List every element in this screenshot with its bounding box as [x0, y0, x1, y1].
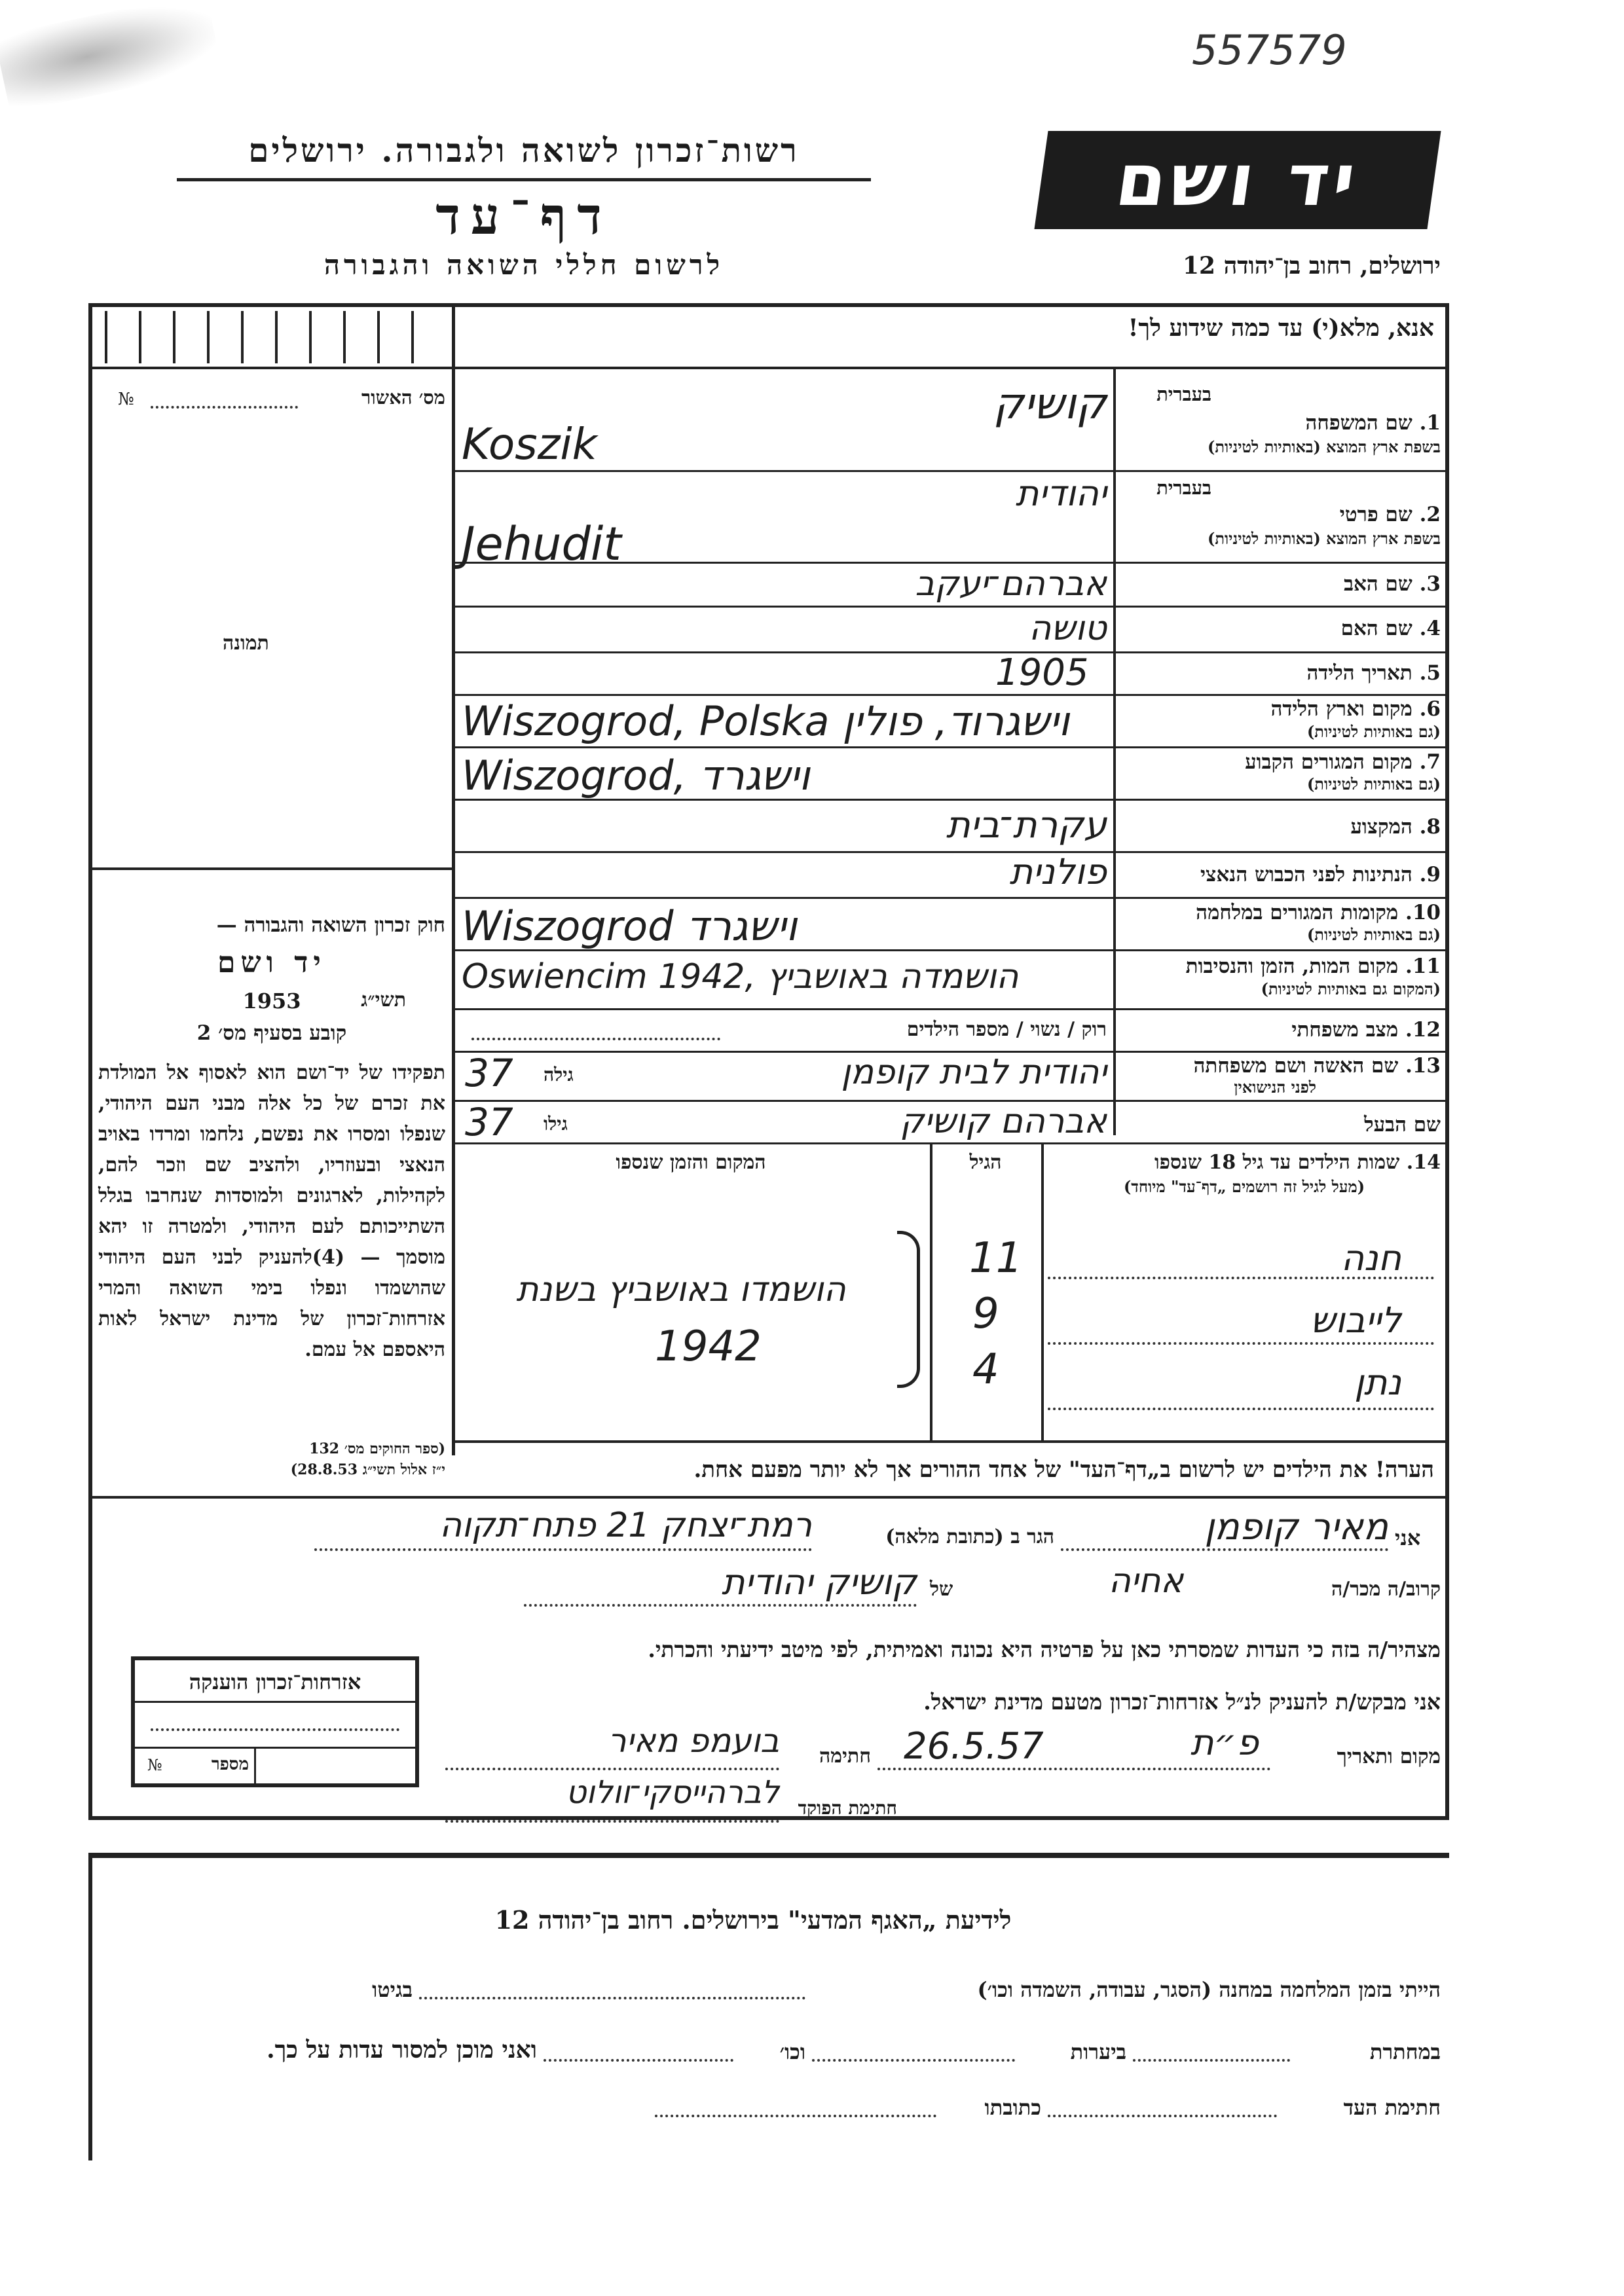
date-value: 26.5.57 — [904, 1725, 1044, 1768]
citizenship-title: אזרחות־זכרון הוענקה — [189, 1669, 361, 1694]
field-13-sub: לפני הנישואין — [1234, 1078, 1316, 1097]
field-5-label: 5. תאריך הלידה — [1306, 661, 1441, 685]
signature-value: בועמפ מאיר — [608, 1722, 779, 1760]
form-subtitle: לרשום חללי השואה והגבורה — [323, 249, 724, 281]
bottom-line-3b: כתובתו — [984, 2095, 1041, 2120]
approval-no-symbol: № — [118, 390, 134, 409]
law-clause: קובע בסעיף מס׳ 2 — [196, 1021, 347, 1045]
children-bracket — [897, 1231, 920, 1388]
child-3-age: 4 — [972, 1345, 999, 1394]
field-3-value: אברהם־יעקב — [915, 564, 1107, 604]
declaration-of-value: קושיק יהודית — [722, 1561, 917, 1603]
citizenship-number-label: מספר — [211, 1755, 249, 1774]
archive-number: 557579 — [1192, 26, 1347, 74]
field-1-hebrew-value: קושיק — [993, 378, 1107, 429]
field-1-latin-value: Koszik — [462, 419, 597, 469]
husband-name-value: אברהם קושיק — [900, 1102, 1107, 1141]
bottom-line-1b: בגיטו — [372, 1977, 413, 2002]
field-2-latin-value: Jehudit — [462, 517, 621, 571]
place-value: פ״ת — [1190, 1722, 1259, 1763]
children-age-header: הגיל — [969, 1151, 1002, 1174]
signature-label: חתימה — [819, 1745, 871, 1768]
husband-age: 37 — [465, 1100, 513, 1144]
bottom-rule — [88, 1853, 1449, 1858]
tick-boxes — [105, 311, 445, 363]
field-10-value: Wiszogrod וישגרד — [462, 902, 798, 950]
field-11-label: 11. מקום המות, הזמן והנסיבות — [1185, 955, 1441, 978]
child-1-age: 11 — [969, 1234, 1023, 1283]
field-9-value: פולנית — [1009, 851, 1107, 892]
field-12-label: 12. מצב משפחתי — [1291, 1018, 1441, 1042]
official-signature-value: לברהייסקי־וולוט — [566, 1774, 779, 1811]
logo-text: יד ושם — [1111, 138, 1365, 222]
bottom-line-3a: חתימת העד — [1343, 2095, 1441, 2120]
law-reference-2: י״ז אלול תשי״ג 28.8.53) — [290, 1461, 445, 1478]
bottom-line-2a: במחתרת — [1369, 2039, 1441, 2064]
field-6-label: 6. מקום וארץ הלידה — [1270, 697, 1441, 721]
field-10-sub: (גם באותיות לטיניות) — [1306, 925, 1441, 944]
field-8-label: 8. המקצוע — [1350, 815, 1441, 839]
law-year: 1953 — [242, 989, 301, 1013]
children-label: 14. שמות הילדים עד גיל 18 שנספו — [1154, 1151, 1441, 1174]
child-2-name: לייבוש — [1310, 1300, 1401, 1341]
field-11-sub: (המקום גם באותיות לטיניות) — [1261, 979, 1441, 998]
law-name: יד ושם — [217, 946, 326, 979]
field-3-label: 3. שם האב — [1344, 572, 1441, 596]
field-2-label: 2. שם פרטי — [1339, 503, 1441, 526]
law-hebrew-year: תשי״ג — [361, 989, 406, 1011]
children-sub: (מעל לגיל זה רושמים „דף־עד" מיוחד) — [1123, 1177, 1365, 1196]
field-6-sub: (גם באותיות לטיניות) — [1306, 722, 1441, 741]
child-1-name: חנה — [1340, 1237, 1401, 1279]
husband-age-label: גילו — [544, 1113, 568, 1135]
approval-number-label: מס׳ האשור — [361, 386, 445, 409]
header-address: ירושלים, רחוב בן־יהודה 12 — [1182, 252, 1441, 280]
field-1-label: 1. שם המשפחה — [1305, 411, 1441, 435]
bottom-left-border — [88, 1853, 92, 2160]
declaration-relation-value: אחיה — [1108, 1561, 1184, 1601]
declaration-i-value: מאיר קופמן — [1204, 1506, 1388, 1548]
field-12-value: רוק / נשוי / מספר הילדים — [906, 1018, 1107, 1041]
field-7-sub: (גם באותיות לטיניות) — [1306, 774, 1441, 793]
field-13-age: 37 — [465, 1051, 513, 1095]
declaration-statement-2: אני מבקש/ת להעניק לנ״ל אזרחות־זכרון מטעם מדינת ישראל. — [923, 1689, 1441, 1715]
field-1-sub: בשפת ארץ המוצא (באותיות לטיניות) — [1208, 437, 1441, 456]
declaration-statement-1: מצהיר/ה בזה כי העדות שמסרתי כאן על פרטיה היא נכונה ואמיתית, לפי מיטב ידיעתי והכרתי. — [648, 1637, 1441, 1662]
field-13-age-label: גילה — [544, 1064, 574, 1085]
institution-title: רשות־זכרון לשואה ולגבורה. ירושלים — [248, 131, 800, 170]
field-7-label: 7. מקום המגורים הקבוע — [1245, 750, 1441, 774]
official-signature-label: חתימת הפוקד — [798, 1797, 897, 1819]
children-place-line-1: הושמדו באושביץ בשנת — [516, 1270, 846, 1309]
field-5-value: 1905 — [995, 651, 1089, 694]
child-2-age: 9 — [972, 1290, 999, 1338]
field-2-hebrew-value: יהודית — [1015, 473, 1107, 514]
field-1-heb-label: בעברית — [1156, 383, 1211, 405]
field-13-value: יהודית לבית קופמן — [841, 1053, 1107, 1092]
declaration-of-label: של — [930, 1578, 953, 1601]
form-title: דף־עד — [435, 187, 612, 246]
law-body: תפקידו של יד־ושם הוא לאסוף אל המולדת את זכרם של כל אלה מבני העם היהודי, שנפלו ומסרו את נפשם, נלחמו ומרדו באויב הנאצי ובעוזריו, ולהציב שם וזכר להם, לקהילות, לארגונים ולמוסדות שנחרבו בגלל השתייכותם לעם היהודי, ולמטרה זו יהא מוסמך — (4)להעניק לבני העם היהודי שהושמדו ונפלו בימי השואה והמרי אזרחות־זכרון של מדינת ישראל לאות היאספם אל עמם. — [98, 1061, 445, 1361]
field-11-value: Oswiencim 1942, הושמדה באושביץ — [462, 957, 1019, 996]
field-7-value: Wiszogrod, וישגרד — [462, 752, 810, 799]
field-10-label: 10. מקומות המגורים במלחמה — [1196, 901, 1441, 924]
photo-label: תמונה — [223, 632, 269, 655]
bottom-line-1a: הייתי בזמן המלחמה במחנה (הסגר, עבודה, השמדה וכו׳) — [977, 1977, 1441, 2002]
field-4-label: 4. שם האם — [1340, 617, 1441, 640]
field-8-value: עקרת־בית — [946, 804, 1107, 847]
field-6-value: Wiszogrod, Polska וישגרוד, פולין — [462, 697, 1070, 745]
field-9-label: 9. הנתינות לפני הכבוש הנאצי — [1200, 863, 1441, 886]
law-title: חוק זכרון השואה והגבורה — — [216, 913, 445, 937]
declaration-i-label: אני — [1395, 1525, 1421, 1550]
instruction-text: אנא, מלא(י) עד כמה שידוע לך! — [1128, 314, 1434, 342]
bottom-line-2b: ביערות — [1070, 2039, 1126, 2064]
children-place-header: המקום והזמן שנספו — [616, 1151, 766, 1174]
header-rule — [177, 178, 871, 181]
declaration-address-value: רמת־יצחק 21 פתח־תקוה — [439, 1506, 812, 1545]
scan-smudge — [0, 0, 222, 113]
children-note: הערה! את הילדים יש לרשום ב„דף־העד" של אחד ההורים אך לא יותר מפעם אחת. — [693, 1457, 1434, 1483]
bottom-line-2d: ואני מוכן למסור עדות על כך. — [267, 2036, 537, 2064]
husband-name-label: שם הבעל — [1364, 1113, 1441, 1137]
field-2-heb-label: בעברית — [1156, 477, 1211, 499]
bottom-line-2c: וכו׳ — [779, 2039, 805, 2064]
field-4-value: טושה — [1029, 609, 1107, 648]
field-2-sub: בשפת ארץ המוצא (באותיות לטיניות) — [1208, 529, 1441, 548]
children-place-line-2: 1942 — [655, 1322, 762, 1371]
bottom-title: לידיעת „האגף המדעי" בירושלים. רחוב בן־יהודה 12 — [494, 1905, 1012, 1935]
place-date-label: מקום ותאריך — [1337, 1745, 1441, 1768]
yad-vashem-logo — [1034, 131, 1441, 229]
declaration-relative-label: קרוב/ה מכר/ה — [1331, 1578, 1441, 1601]
law-reference-1: (ספר החוקים מס׳ 132 — [309, 1440, 445, 1457]
declaration-resides-label: הגר ב (כתובת מלאה) — [885, 1525, 1054, 1548]
left-column-divider — [452, 303, 455, 1455]
citizenship-no-symbol: № — [147, 1756, 162, 1774]
child-3-name: נתן — [1354, 1362, 1401, 1403]
field-13-label: 13. שם האשה ושם משפחתה — [1193, 1054, 1441, 1078]
